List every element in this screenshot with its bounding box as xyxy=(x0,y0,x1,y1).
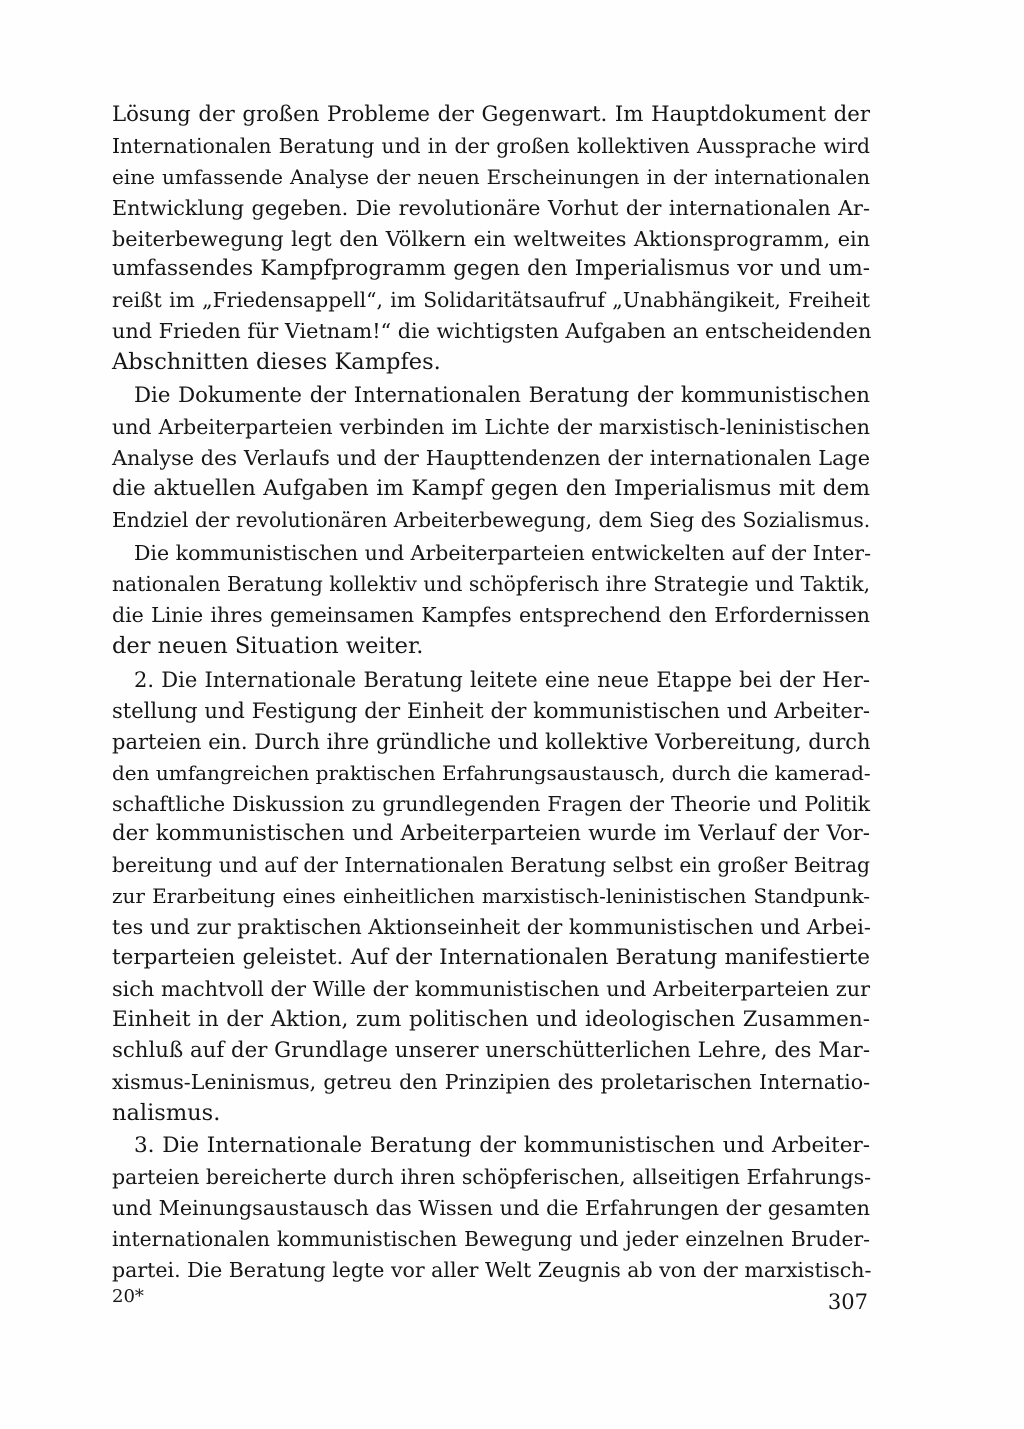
text-line: zur Erarbeitung eines einheitlichen marxistisch-leninistischen Standpunk- xyxy=(112,884,870,909)
text-line: tes und zur praktischen Aktionseinheit der kommunistischen und Arbei- xyxy=(112,915,871,940)
text-line: Abschnitten dieses Kampfes. xyxy=(112,349,441,376)
paragraph xyxy=(112,538,870,662)
text-line: Endziel der revolutionären Arbeiterbewegung, dem Sieg des Sozialismus. xyxy=(112,507,871,532)
text-line: 3. Die Internationale Beratung der kommunistischen und Arbeiter- xyxy=(134,1133,870,1159)
text-line: Die kommunistischen und Arbeiterparteien entwickelten auf der Inter- xyxy=(134,541,872,566)
text-line: Internationalen Beratung und in der großen kollektiven Aussprache wird xyxy=(112,133,870,158)
text-line: nationalen Beratung kollektiv und schöpferisch ihre Strategie und Taktik, xyxy=(112,572,871,597)
text-line: partei. Die Beratung legte vor aller Welt Zeugnis ab von der marxistisch- xyxy=(112,1257,872,1282)
text-line: schaftliche Diskussion zu grundlegenden Fragen der Theorie und Politik xyxy=(112,791,870,816)
paragraph xyxy=(112,1131,870,1285)
text-line: und Frieden für Vietnam!“ die wichtigsten Aufgaben an entscheidenden xyxy=(112,319,872,344)
text-line: Die Dokumente der Internationalen Beratung der kommunistischen xyxy=(134,383,870,409)
text-line: internationalen kommunistischen Bewegung und jeder einzelnen Bruder- xyxy=(112,1227,870,1252)
paragraph xyxy=(112,100,870,378)
text-line: umfassendes Kampfprogramm gegen den Imperialismus vor und um- xyxy=(112,256,870,282)
text-line: xismus-Leninismus, getreu den Prinzipien des proletarischen Internatio- xyxy=(112,1069,870,1094)
body-text xyxy=(112,100,870,1286)
text-line: parteien bereicherte durch ihren schöpferischen, allseitigen Erfahrungs- xyxy=(112,1165,872,1190)
text-line: reißt im „Friedensappell“, im Solidaritätsaufruf „Unabhängikeit, Freiheit xyxy=(112,288,870,313)
text-line: 2. Die Internationale Beratung leitete eine neue Etappe bei der Her- xyxy=(134,668,870,693)
text-line: der kommunistischen und Arbeiterparteien wurde im Verlauf der Vor- xyxy=(112,821,870,847)
signature-mark: 20* xyxy=(112,1286,144,1307)
text-line: und Meinungsaustausch das Wissen und die Erfahrungen der gesamten xyxy=(112,1196,870,1221)
text-line: parteien ein. Durch ihre gründliche und kollektive Vorbereitung, durch xyxy=(112,729,871,754)
paragraph xyxy=(112,381,870,535)
text-line: sich machtvoll der Wille der kommunistischen und Arbeiterparteien zur xyxy=(112,976,870,1001)
text-line: die Linie ihres gemeinsamen Kampfes entsprechend den Erfordernissen xyxy=(112,603,870,628)
text-line: Einheit in der Aktion, zum politischen und ideologischen Zusammen- xyxy=(112,1006,870,1032)
text-line: und Arbeiterparteien verbinden im Lichte der marxistisch-leninistischen xyxy=(112,414,870,439)
text-line: schluß auf der Grundlage unserer unerschütterlichen Lehre, des Mar- xyxy=(112,1037,870,1063)
text-line: Analyse des Verlaufs und der Haupttendenzen der internationalen Lage xyxy=(112,445,870,470)
text-line: beiterbewegung legt den Völkern ein weltweites Aktionsprogramm, ein xyxy=(112,226,870,251)
page-number: 307 xyxy=(827,1290,868,1314)
text-line: terparteien geleistet. Auf der Internationalen Beratung manifestierte xyxy=(112,945,870,971)
text-line: stellung und Festigung der Einheit der kommunistischen und Arbeiter- xyxy=(112,698,870,723)
text-line: Entwicklung gegeben. Die revolutionäre Vorhut der internationalen Ar- xyxy=(112,195,870,220)
text-line: eine umfassende Analyse der neuen Erscheinungen in der internationalen xyxy=(112,164,870,189)
text-line: bereitung und auf der Internationalen Beratung selbst ein großer Beitrag xyxy=(112,853,870,878)
text-line: Lösung der großen Probleme der Gegenwart. Im Hauptdokument der xyxy=(112,102,870,127)
text-line: die aktuellen Aufgaben im Kampf gegen den Imperialismus mit dem xyxy=(112,475,870,501)
text-line: den umfangreichen praktischen Erfahrungsaustausch, durch die kamerad- xyxy=(112,760,871,785)
paragraph xyxy=(112,665,870,1128)
text-line: der neuen Situation weiter. xyxy=(112,633,424,660)
text-line: nalismus. xyxy=(112,1099,221,1126)
